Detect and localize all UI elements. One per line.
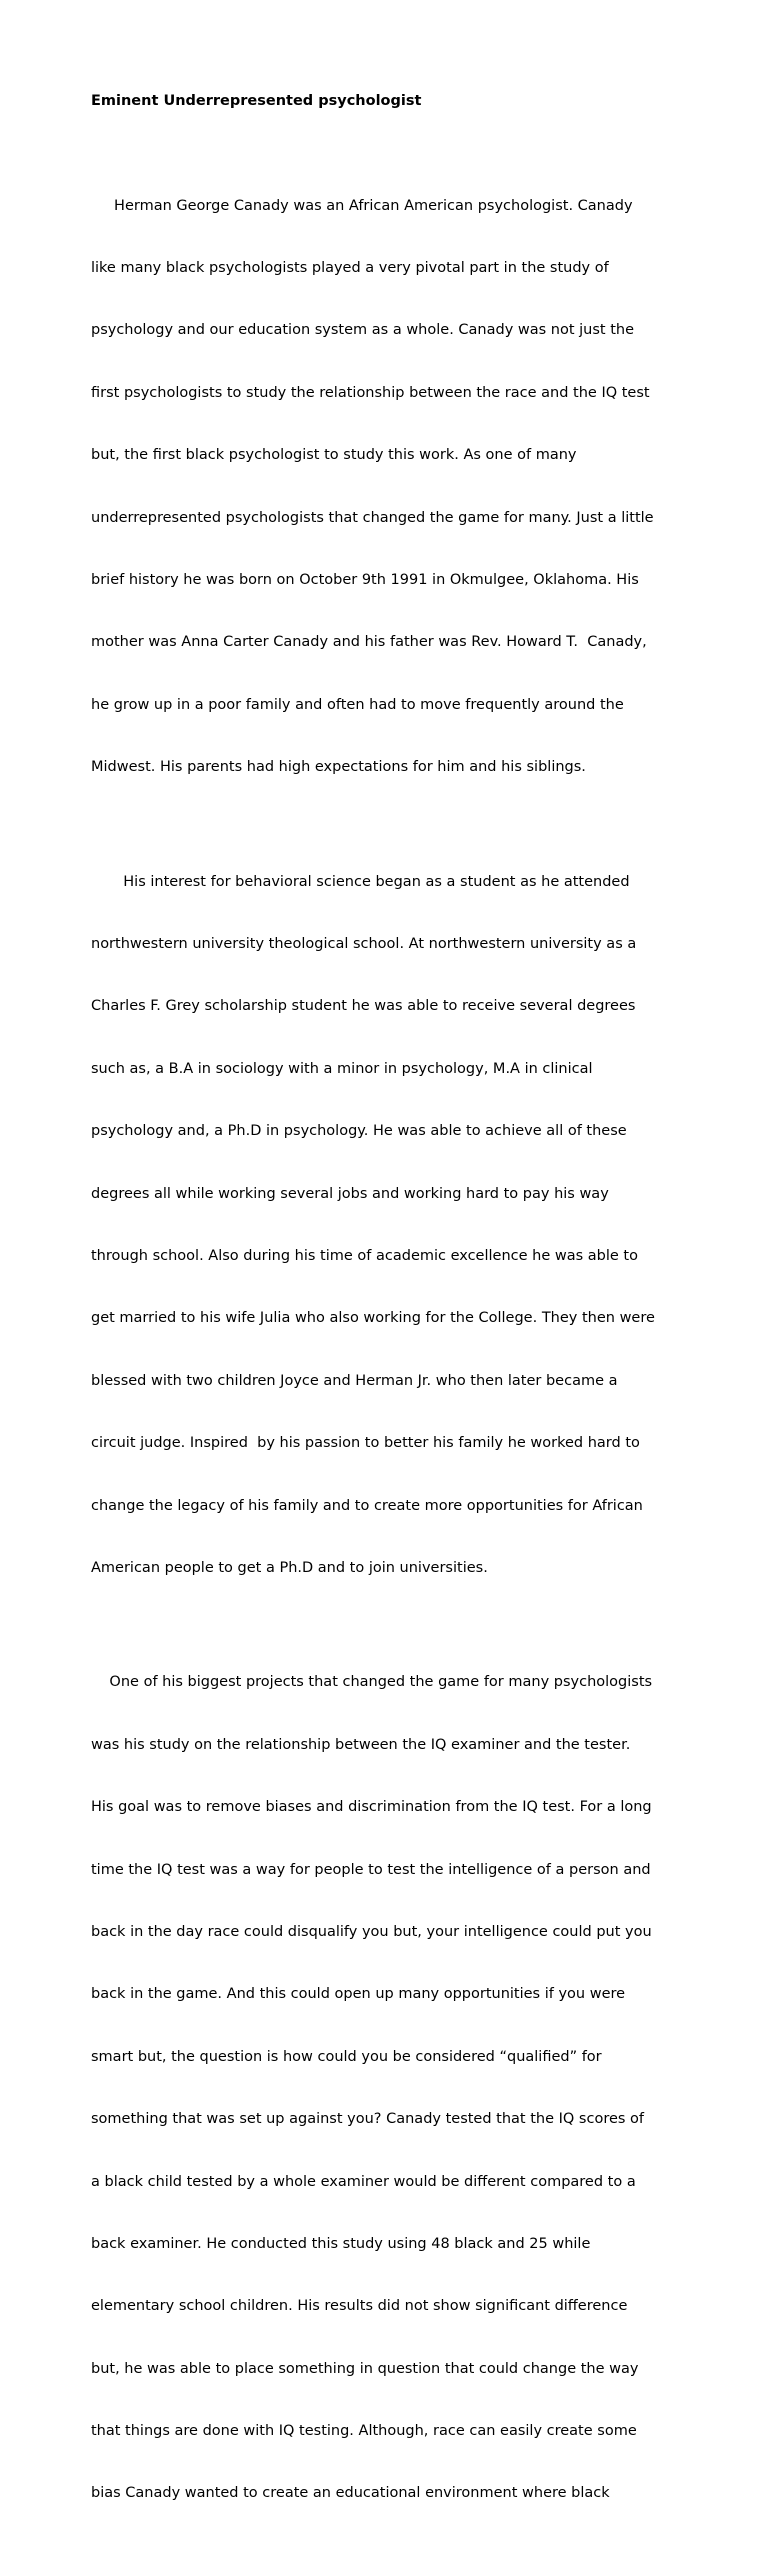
text-line: His goal was to remove biases and discrimination from the IQ test. For a long	[91, 1799, 652, 1816]
text-line: American people to get a Ph.D and to join universities.	[91, 1559, 488, 1576]
text-line: but, he was able to place something in question that could change the way	[91, 2360, 639, 2377]
text-line: but, the first black psychologist to study this work. As one of many	[91, 447, 577, 464]
text-line: degrees all while working several jobs and working hard to pay his way	[91, 1185, 609, 1202]
text-line: first psychologists to study the relationship between the race and the IQ test	[91, 384, 650, 401]
paragraph-1	[91, 154, 681, 820]
text-line: that things are done with IQ testing. Although, race can easily create some	[91, 2423, 637, 2440]
document-title: Eminent Underrepresented psychologist	[91, 93, 422, 109]
text-line: brief history he was born on October 9th 1991 in Okmulgee, Oklahoma. His	[91, 571, 639, 588]
document-body	[91, 154, 681, 2556]
text-line: back examiner. He conducted this study using 48 black and 25 while	[91, 2235, 591, 2252]
text-line: elementary school children. His results did not show significant difference	[91, 2298, 628, 2315]
text-line: was his study on the relationship between the IQ examiner and the tester.	[91, 1736, 631, 1753]
text-line: mother was Anna Carter Canady and his father was Rev. Howard T. Canady,	[91, 634, 647, 651]
text-line: underrepresented psychologists that changed the game for many. Just a little	[91, 509, 654, 526]
text-line: northwestern university theological school. At northwestern university as a	[91, 935, 637, 952]
text-line: he grow up in a poor family and often had to move frequently around the	[91, 696, 624, 713]
paragraph-3	[91, 1631, 681, 2546]
text-line: Herman George Canady was an African American psychologist. Canady	[91, 197, 633, 214]
text-line: circuit judge. Inspired by his passion to better his family he worked hard to	[91, 1435, 640, 1452]
text-line: bias Canady wanted to create an educational environment where black	[91, 2485, 610, 2502]
text-line: blessed with two children Joyce and Herman Jr. who then later became a	[91, 1372, 618, 1389]
text-line: Midwest. His parents had high expectations for him and his siblings.	[91, 759, 586, 776]
paragraph-2	[91, 830, 681, 1620]
text-line: psychology and our education system as a whole. Canady was not just the	[91, 322, 635, 339]
text-line: something that was set up against you? Canady tested that the IQ scores of	[91, 2111, 645, 2128]
text-line: get married to his wife Julia who also working for the College. They then were	[91, 1310, 655, 1327]
text-line: like many black psychologists played a very pivotal part in the study of	[91, 259, 609, 276]
text-line: change the legacy of his family and to create more opportunities for African	[91, 1497, 643, 1514]
text-line: back in the day race could disqualify you but, your intelligence could put you	[91, 1923, 652, 1940]
text-line: through school. Also during his time of academic excellence he was able to	[91, 1247, 638, 1264]
text-line: psychology and, a Ph.D in psychology. He was able to achieve all of these	[91, 1123, 627, 1140]
text-line: time the IQ test was a way for people to test the intelligence of a person and	[91, 1861, 651, 1878]
text-line: His interest for behavioral science began as a student as he attended	[91, 873, 630, 890]
text-line: smart but, the question is how could you be considered “qualified” for	[91, 2048, 602, 2065]
text-line: a black child tested by a whole examiner would be different compared to a	[91, 2173, 636, 2190]
text-line: Charles F. Grey scholarship student he was able to receive several degrees	[91, 998, 636, 1015]
text-line: back in the game. And this could open up many opportunities if you were	[91, 1986, 626, 2003]
text-line: One of his biggest projects that changed the game for many psychologists	[91, 1674, 653, 1691]
text-line: such as, a B.A in sociology with a minor in psychology, M.A in clinical	[91, 1060, 593, 1077]
